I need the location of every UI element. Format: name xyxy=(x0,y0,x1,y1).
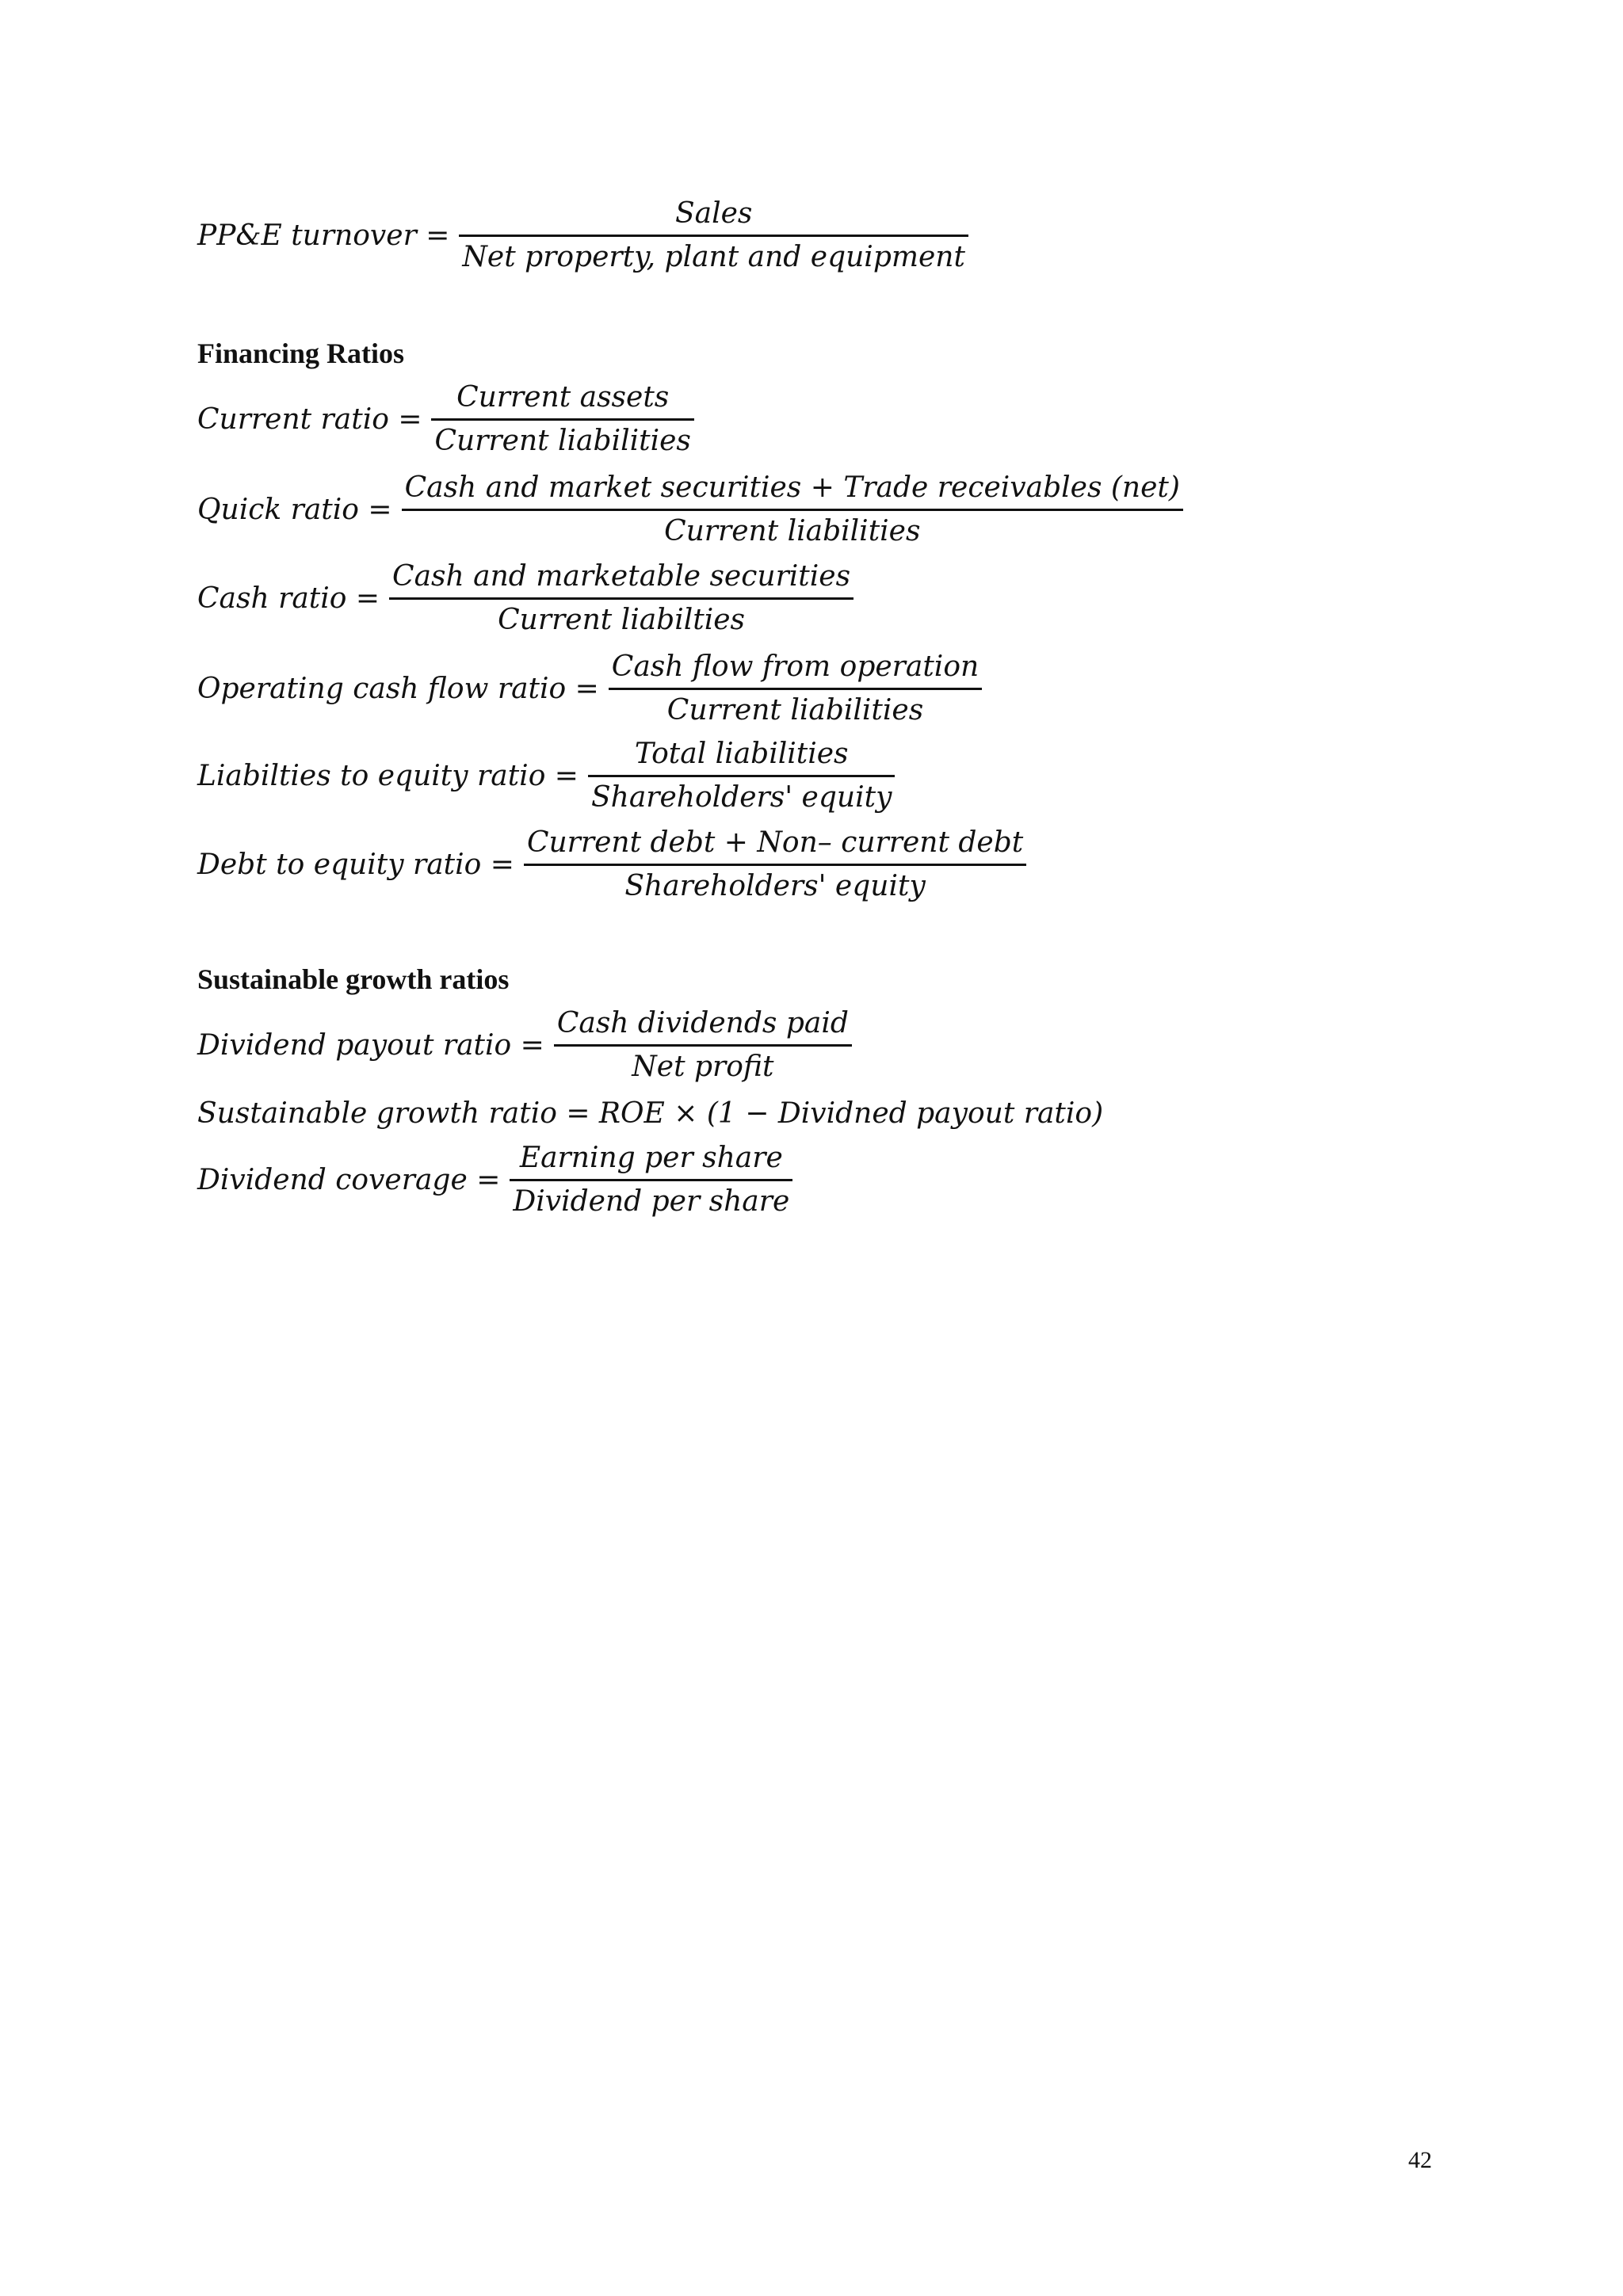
fraction-numerator: Cash and marketable securities xyxy=(392,560,851,593)
formula-lhs: Cash ratio = xyxy=(197,582,380,615)
fraction-denominator: Current liabilties xyxy=(498,604,745,636)
formula-dividend-coverage xyxy=(197,1144,792,1216)
formula-lhs: Operating cash flow ratio = xyxy=(197,672,599,705)
formula-lhs: Current ratio = xyxy=(197,402,422,436)
formula-lhs: Dividend payout ratio = xyxy=(197,1028,544,1062)
fraction-denominator: Current liabilities xyxy=(666,694,924,727)
fraction-numerator: Cash dividends paid xyxy=(556,1007,849,1039)
formula-sustainable-growth-ratio: Sustainable growth ratio = ROE × (1 − Dividned payout ratio) xyxy=(197,1097,1104,1130)
section-heading-sustainable-growth: Sustainable growth ratios xyxy=(197,963,510,995)
formula-dividend-payout-ratio xyxy=(197,1009,852,1081)
fraction xyxy=(554,1009,852,1081)
fraction-numerator: Earning per share xyxy=(519,1142,783,1174)
fraction-denominator: Shareholders' equity xyxy=(624,870,926,902)
fraction-numerator: Cash and market securities + Trade receivables (net) xyxy=(404,471,1180,504)
formula-lhs: Dividend coverage = xyxy=(197,1163,501,1196)
fraction-numerator: Sales xyxy=(674,197,753,230)
fraction-denominator: Net profit xyxy=(632,1051,774,1083)
formula-debt-to-equity-ratio xyxy=(197,826,1026,902)
fraction xyxy=(609,650,982,727)
formula-lhs: Debt to equity ratio = xyxy=(197,848,514,881)
fraction-denominator: Dividend per share xyxy=(513,1185,790,1218)
fraction-denominator: Current liabilities xyxy=(434,425,691,457)
fraction xyxy=(402,471,1183,547)
section-heading-financing: Financing Ratios xyxy=(197,338,405,369)
fraction xyxy=(524,826,1026,902)
formula-liabilities-to-equity-ratio xyxy=(197,740,895,812)
fraction-numerator: Current debt + Non– current debt xyxy=(526,826,1024,859)
fraction-denominator: Net property, plant and equipment xyxy=(462,241,965,273)
formula-operating-cash-flow-ratio xyxy=(197,650,982,727)
fraction-numerator: Current assets xyxy=(456,381,670,414)
fraction xyxy=(389,560,854,636)
formula-lhs: Liabilties to equity ratio = xyxy=(197,759,579,792)
fraction xyxy=(588,740,895,812)
fraction-numerator: Cash flow from operation xyxy=(611,650,980,683)
formula-ppe-turnover xyxy=(197,197,968,273)
formula-current-ratio xyxy=(197,383,694,456)
fraction xyxy=(431,383,693,456)
fraction-denominator: Current liabilities xyxy=(664,515,921,547)
fraction xyxy=(510,1144,792,1216)
fraction xyxy=(459,197,968,273)
fraction-denominator: Shareholders' equity xyxy=(590,781,892,814)
formula-quick-ratio xyxy=(197,471,1183,547)
fraction-numerator: Total liabilities xyxy=(634,738,849,770)
formula-cash-ratio xyxy=(197,560,854,636)
formula-lhs: PP&E turnover = xyxy=(197,219,450,252)
page-number: 42 xyxy=(1408,2147,1432,2173)
formula-lhs: Quick ratio = xyxy=(197,493,392,526)
